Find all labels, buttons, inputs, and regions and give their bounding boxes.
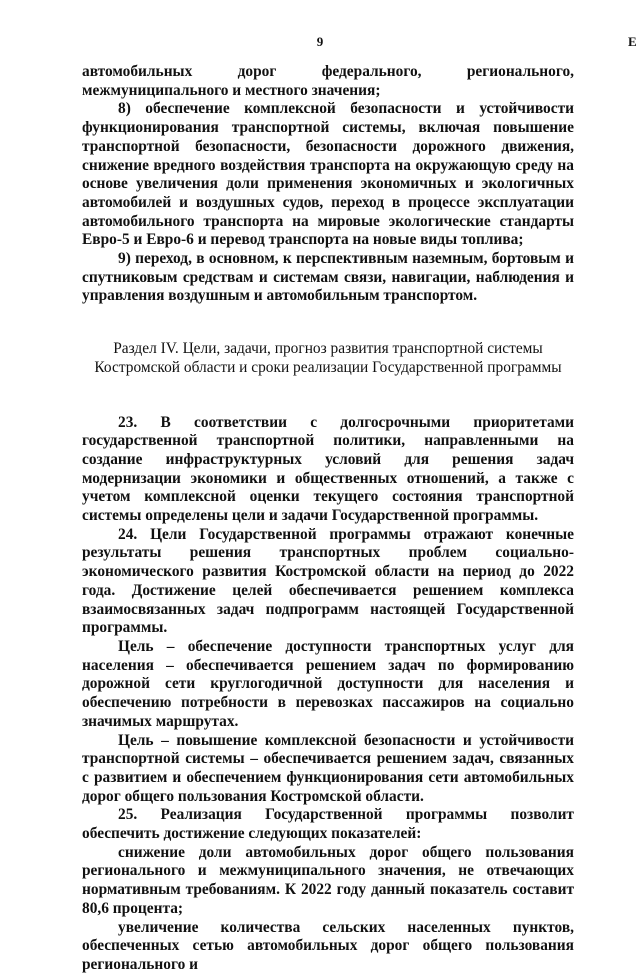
paragraph-continuation: автомобильных дорог федерального, регионального, межмуниципального и местного значения;	[82, 63, 574, 99]
paragraph-25: 25. Реализация Государственной программы позволит обеспечить достижение следующих показателей:	[82, 806, 574, 843]
section-heading-line-1: Раздел IV. Цели, задачи, прогноз развития транспортной системы	[113, 340, 543, 358]
indicator-rural-settlements: увеличение количества сельских населенных пунктов, обеспеченных сетью автомобильных дорог общего пользования регионального и	[82, 918, 574, 973]
paragraph-item-8: 8) обеспечение комплексной безопасности и устойчивости функционирования транспортной системы, включая повышение транспортной безопасности, безопасности дорожного движения, снижение вредного воздействия транспорта на окружающую среду на основе увеличения доли применения экономичных и экологичных автомобилей и воздушных судов, переход в процессе эксплуатации автомобильного транспорта на мировые экологические стандарты Евро-5 и Евро-6 и перевод транспорта на новые виды топлива;	[82, 100, 574, 249]
paragraph-goal-accessibility: Цель – обеспечение доступности транспортных услуг для населения – обеспечивается решением задач по формированию дорожной сети круглогодичной доступности для населения и обеспечению потребности в перевозках пассажиров на социально значимых маршрутах.	[82, 637, 574, 730]
paragraph-item-9: 9) переход, в основном, к перспективным наземным, бортовым и спутниковым средствам и системам связи, навигации, наблюдения и управления воздушным и автомобильным транспортом.	[82, 250, 574, 305]
edge-mark: Е	[628, 34, 637, 49]
section-heading-line-2: Костромской области и сроки реализации Государственной программы	[94, 358, 562, 376]
document-body	[82, 63, 574, 975]
indicator-roads-share: снижение доли автомобильных дорог общего пользования регионального и межмуниципального значения, не отвечающих нормативным требованиям. К 2022 году данный показатель составит 80,6 процента;	[82, 843, 574, 917]
paragraph-24: 24. Цели Государственной программы отражают конечные результаты решения транспортных проблем социально-экономического развития Костромской области на период до 2022 года. Достижение целей обеспечивается решением комплекса взаимосвязанных задач подпрограмм настоящей Государственной программы.	[82, 525, 574, 637]
section-heading	[82, 340, 574, 377]
paragraph-23: 23. В соответствии с долгосрочными приоритетами государственной транспортной политики, направленными на создание инфраструктурных условий для решения задач модернизации экономики и общественных отношений, а также с учетом комплексной оценки текущего состояния транспортной системы определены цели и задачи Государственной программы.	[82, 413, 574, 525]
page-number: 9	[316, 34, 324, 49]
paragraph-goal-safety: Цель – повышение комплексной безопасности и устойчивости транспортной системы – обеспечивается решением задач, связанных с развитием и обеспечением функционирования сети автомобильных дорог общего пользования Костромской области.	[82, 731, 574, 805]
